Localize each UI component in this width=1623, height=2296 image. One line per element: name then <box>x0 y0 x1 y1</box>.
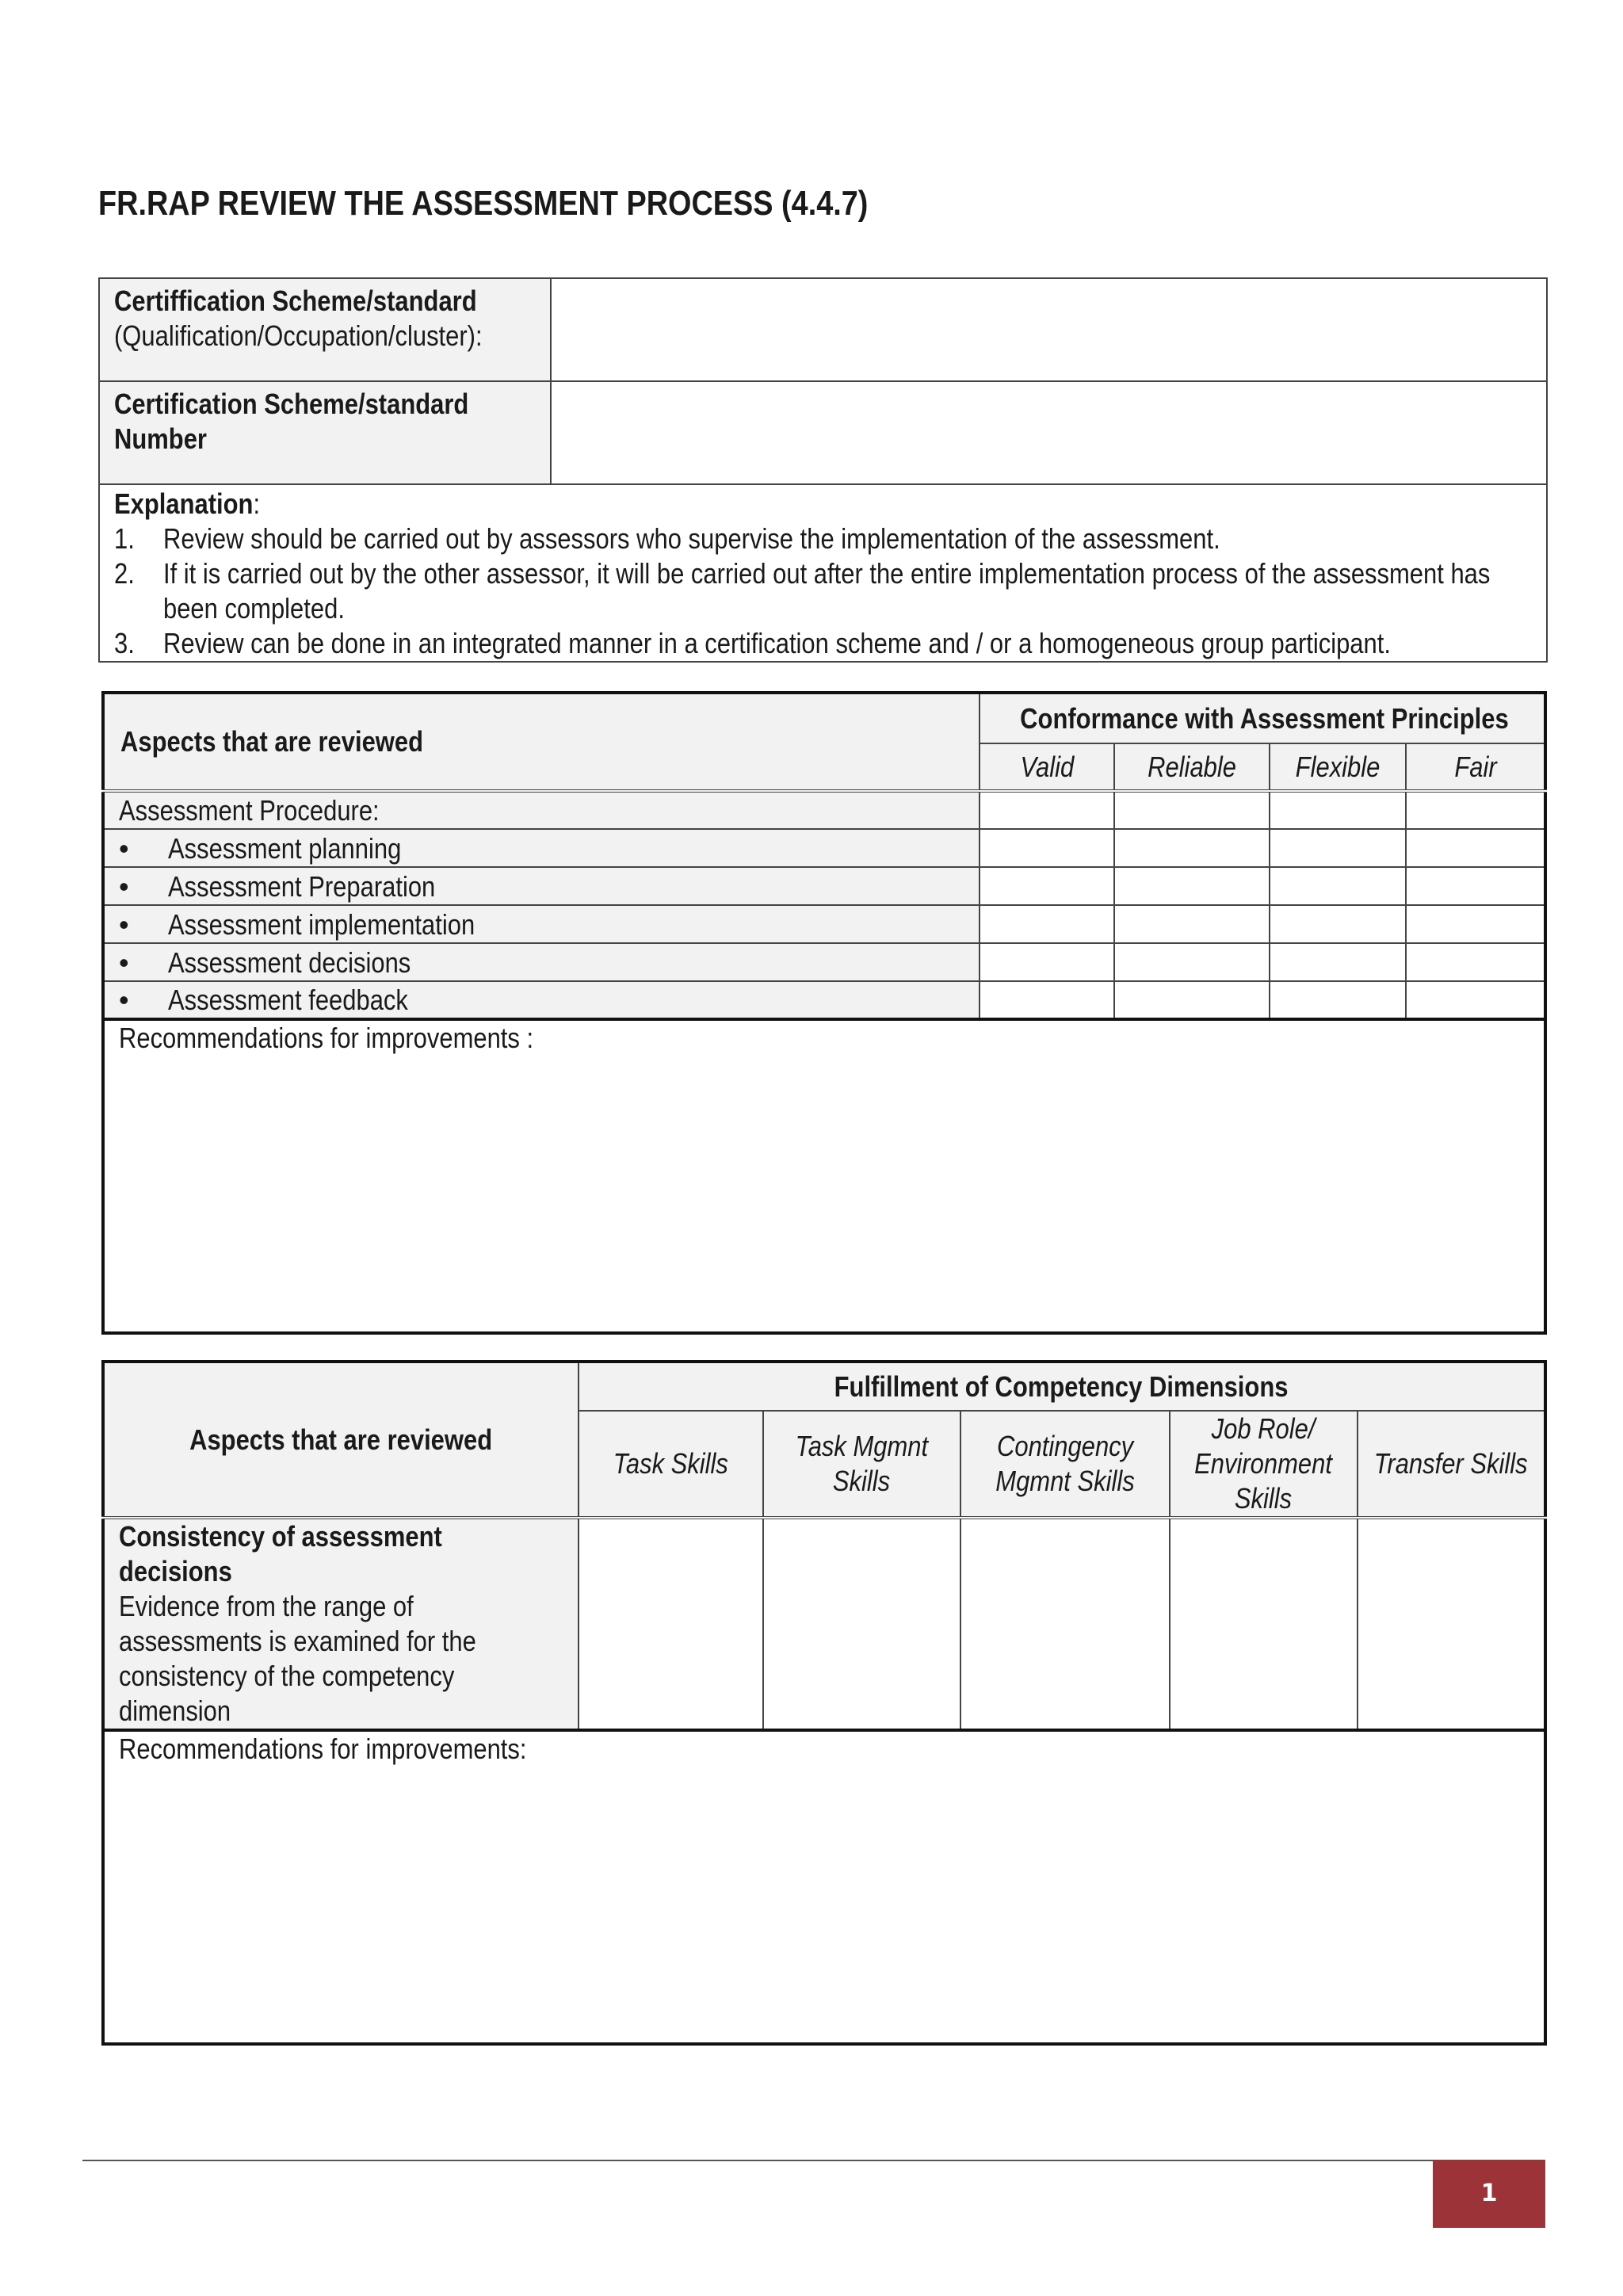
check-cell[interactable] <box>1270 905 1406 943</box>
footer-divider <box>82 2160 1434 2161</box>
bullet-icon: • <box>119 946 129 979</box>
check-cell[interactable] <box>1270 943 1406 981</box>
consistency-row-label: Consistency of assessment decisions Evidence from the range of assessments is examined for the consistency of the competency dimension <box>103 1518 579 1730</box>
check-cell[interactable] <box>1114 981 1270 1019</box>
recommendations-box[interactable] <box>103 1019 1545 1333</box>
column-fair: Fair <box>1406 743 1545 791</box>
explanation-label: Explanation <box>114 487 254 520</box>
check-cell[interactable] <box>980 943 1114 981</box>
competency-table <box>101 1360 1547 2046</box>
scheme-label-cell <box>99 278 551 381</box>
recommendations-label: Recommendations for improvements: <box>119 1733 527 1765</box>
scheme-number-label-line2: Number <box>114 422 207 455</box>
check-cell[interactable] <box>763 1518 960 1730</box>
procedure-row: • Assessment Preparation <box>103 867 980 905</box>
check-cell[interactable] <box>1406 943 1545 981</box>
column-flexible: Flexible <box>1270 743 1406 791</box>
check-cell[interactable] <box>1406 791 1545 829</box>
page-title: FR.RAP REVIEW THE ASSESSMENT PROCESS (4.4.7) <box>98 184 869 223</box>
check-cell[interactable] <box>1358 1518 1545 1730</box>
procedure-row: • Assessment feedback <box>103 981 980 1019</box>
principles-group-header: Conformance with Assessment Principles <box>980 693 1545 743</box>
competency-group-header: Fulfillment of Competency Dimensions <box>579 1362 1545 1411</box>
aspects-header: Aspects that are reviewed <box>103 693 980 791</box>
scheme-number-label-cell <box>99 381 551 484</box>
column-reliable: Reliable <box>1114 743 1270 791</box>
check-cell[interactable] <box>980 867 1114 905</box>
scheme-number-field[interactable] <box>551 381 1547 484</box>
check-cell[interactable] <box>1270 981 1406 1019</box>
column-transfer-skills: Transfer Skills <box>1358 1411 1545 1518</box>
check-cell[interactable] <box>1406 905 1545 943</box>
check-cell[interactable] <box>980 791 1114 829</box>
check-cell[interactable] <box>1270 867 1406 905</box>
check-cell[interactable] <box>1114 905 1270 943</box>
scheme-number-label-line1: Certification Scheme/standard <box>114 388 469 420</box>
check-cell[interactable] <box>579 1518 763 1730</box>
check-cell[interactable] <box>980 905 1114 943</box>
scheme-table <box>98 277 1548 663</box>
column-contingency-mgmnt-skills: Contingency Mgmnt Skills <box>960 1411 1170 1518</box>
check-cell[interactable] <box>1270 829 1406 867</box>
bullet-icon: • <box>119 907 129 941</box>
recommendations-box[interactable] <box>103 1730 1545 2044</box>
check-cell[interactable] <box>1406 867 1545 905</box>
procedure-label-row: Assessment Procedure: <box>103 791 980 829</box>
scheme-label-bold: Certiffication Scheme/standard <box>114 285 477 317</box>
check-cell[interactable] <box>1270 791 1406 829</box>
check-cell[interactable] <box>1170 1518 1358 1730</box>
explanation-cell: Explanation: 1. Review should be carried out by assessors who supervise the implementation of the assessment. 2. If it is carried out by the other assessor, it will be carried out after the entire implementation process of the assessment has been completed. 3. Review can be done in an integrated manner in a certification scheme and / or a homogeneous group participant. <box>99 484 1547 662</box>
procedure-row: • Assessment decisions <box>103 943 980 981</box>
column-valid: Valid <box>980 743 1114 791</box>
column-task-mgmnt-skills: Task Mgmnt Skills <box>763 1411 960 1518</box>
check-cell[interactable] <box>1114 943 1270 981</box>
aspects-header: Aspects that are reviewed <box>103 1362 579 1518</box>
page-number-badge: 1 <box>1433 2160 1545 2228</box>
explanation-item: 3. Review can be done in an integrated manner in a certification scheme and / or a homogeneous group participant. <box>114 627 1391 659</box>
column-task-skills: Task Skills <box>579 1411 763 1518</box>
bullet-icon: • <box>119 869 129 903</box>
scheme-value-field[interactable] <box>551 278 1547 381</box>
check-cell[interactable] <box>1114 867 1270 905</box>
check-cell[interactable] <box>1406 981 1545 1019</box>
bullet-icon: • <box>119 831 129 865</box>
explanation-item: 1. Review should be carried out by assessors who supervise the implementation of the assessment. <box>114 522 1220 555</box>
bullet-icon: • <box>119 984 129 1016</box>
check-cell[interactable] <box>1114 829 1270 867</box>
column-job-role-environment-skills: Job Role/ Environment Skills <box>1170 1411 1358 1518</box>
explanation-item: 2. If it is carried out by the other assessor, it will be carried out after the entire implementation process of the assessment has been completed. <box>114 557 1491 625</box>
recommendations-label: Recommendations for improvements : <box>119 1022 534 1054</box>
check-cell[interactable] <box>960 1518 1170 1730</box>
procedure-row: • Assessment planning <box>103 829 980 867</box>
check-cell[interactable] <box>980 829 1114 867</box>
check-cell[interactable] <box>980 981 1114 1019</box>
check-cell[interactable] <box>1406 829 1545 867</box>
procedure-row: • Assessment implementation <box>103 905 980 943</box>
scheme-label-sub: (Qualification/Occupation/cluster): <box>114 319 483 352</box>
principles-table <box>101 691 1547 1335</box>
check-cell[interactable] <box>1114 791 1270 829</box>
